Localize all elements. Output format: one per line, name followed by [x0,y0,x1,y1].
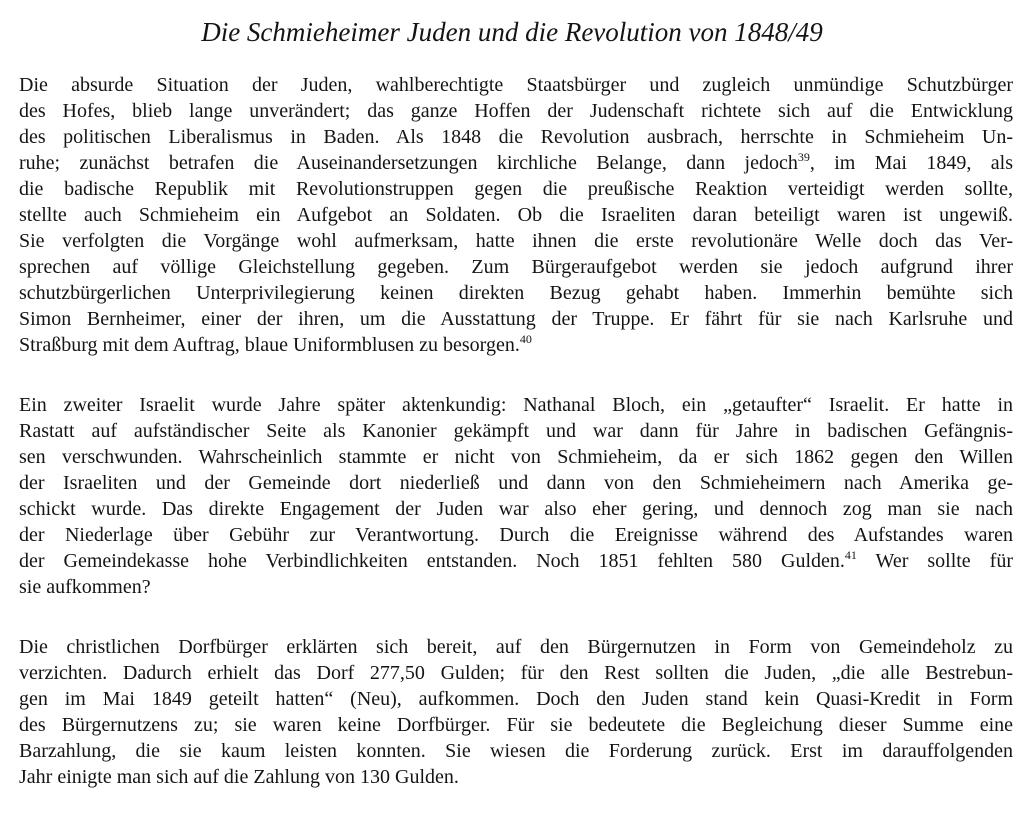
text-span: ruhe; zunächst betrafen die Auseinandersetzungen kirchliche Belange, dann jedoch [19,152,798,174]
text-line: schutzbürgerlichen Unterprivilegierung keinen direkten Bezug gehabt haben. Immerhin bemühte sich [19,282,1013,304]
text-line: des Hofes, blieb lange unverändert; das ganze Hoffen der Judenschaft richtete sich auf die Entwicklung [19,100,1013,122]
page-title: Die Schmieheimer Juden und die Revolution von 1848/49 [201,17,823,47]
text-line: Barzahlung, die sie kaum leisten konnten. Sie wiesen die Forderung zurück. Erst im darauffolgenden [19,740,1013,762]
footnote-marker-40: 40 [519,332,532,346]
text-line: schickt wurde. Das direkte Engagement der Juden war also eher gering, und dennoch zog man sie nach [19,498,1013,520]
text-line: sprechen auf völlige Gleichstellung gegeben. Zum Bürgeraufgebot werden sie jedoch aufgrund ihrer [19,256,1013,278]
text-line: sie aufkommen? [19,576,151,598]
text-line: des politischen Liberalismus in Baden. Als 1848 die Revolution ausbrach, herrschte in Schmieheim Un- [19,126,1013,148]
text-line: Sie verfolgten die Vorgänge wohl aufmerksam, hatte ihnen die erste revolutionäre Welle doch das Ver- [19,230,1013,252]
text-line: des Bürgernutzens zu; sie waren keine Dorfbürger. Für sie bedeutete die Begleichung dieser Summe eine [19,714,1013,736]
text-span: Wer sollte für [856,550,1013,572]
text-line [19,332,1013,358]
footnote-marker-39: 39 [797,150,810,164]
text-line: der Israeliten und der Gemeinde dort niederließ und dann von den Schmieheimern nach Amerika ge- [19,472,1013,494]
text-span: der Gemeindekasse hohe Verbindlichkeiten entstanden. Noch 1851 fehlten 580 Gulden. [19,550,845,572]
footnote-marker-41: 41 [844,548,857,562]
text-line: Simon Bernheimer, einer der ihren, um die Ausstattung der Truppe. Er fährt für sie nach Karlsruhe und [19,308,1013,330]
text-line [19,548,1013,574]
text-line: Rastatt auf aufständischer Seite als Kanonier gekämpft und war dann für Jahre in badischen Gefängnis- [19,420,1013,442]
text-span: Straßburg mit dem Auftrag, blaue Uniformblusen zu besorgen. [19,334,520,356]
text-line: Die christlichen Dorfbürger erklärten sich bereit, auf den Bürgernutzen in Form von Gemeindeholz zu [19,636,1013,658]
text-line: gen im Mai 1849 geteilt hatten“ (Neu), aufkommen. Doch den Juden stand kein Quasi-Kredit in Form [19,688,1013,710]
text-span: , im Mai 1849, als [809,152,1013,174]
text-line: die badische Republik mit Revolutionstruppen gegen die preußische Reaktion verteidigt werden sollte, [19,178,1013,200]
text-line: Jahr einigte man sich auf die Zahlung von 130 Gulden. [19,766,459,788]
text-line: verzichten. Dadurch erhielt das Dorf 277,50 Gulden; für den Rest sollten die Juden, „die alle Bestrebun- [19,662,1013,684]
text-line: sen verschwunden. Wahrscheinlich stammte er nicht von Schmieheim, da er sich 1862 gegen den Willen [19,446,1013,468]
text-line: der Niederlage über Gebühr zur Verantwortung. Durch die Ereignisse während des Aufstandes waren [19,524,1013,546]
text-line [19,150,1013,176]
text-line: Die absurde Situation der Juden, wahlberechtigte Staatsbürger und zugleich unmündige Schutzbürger [19,74,1013,96]
text-line: stellte auch Schmieheim ein Aufgebot an Soldaten. Ob die Israeliten daran beteiligt waren ist ungewiß. [19,204,1013,226]
text-line: Ein zweiter Israelit wurde Jahre später aktenkundig: Nathanal Bloch, ein „getaufter“ Israelit. Er hatte in [19,394,1013,416]
